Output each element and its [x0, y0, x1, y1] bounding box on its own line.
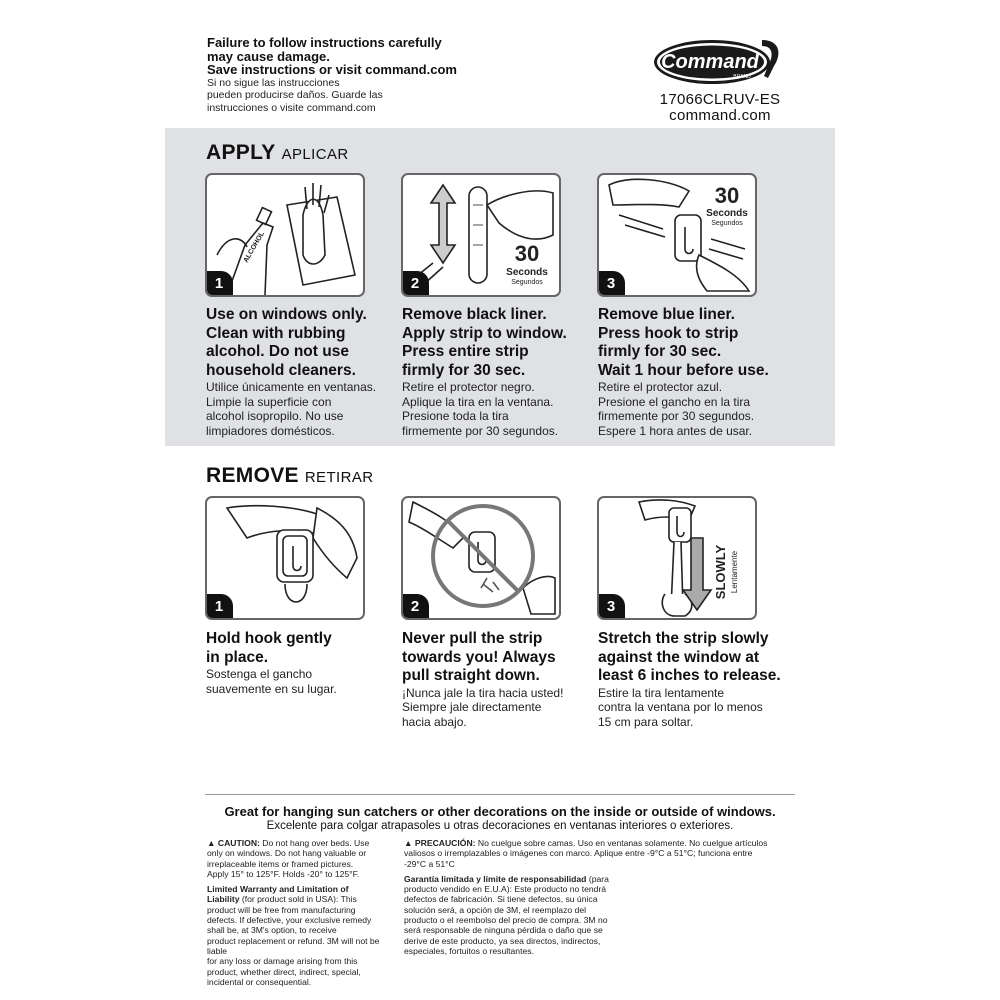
warranty-line: incidental or consequential. [207, 976, 312, 987]
svg-text:ALCOHOL: ALCOHOL [242, 230, 267, 264]
warning-line: may cause damage. [207, 48, 330, 64]
svg-text:Segundos: Segundos [511, 279, 543, 286]
step-instruction-es: suavemente en su lugar. [206, 681, 337, 696]
remove-step-2-text [402, 630, 592, 729]
step-number-badge: 3 [597, 594, 625, 620]
warranty-line: product, whether direct, indirect, special, [207, 966, 361, 977]
step-instruction-es: alcohol isopropilo. No use [206, 409, 344, 423]
garantia-title: Garantía limitada y límite de responsabilidad [404, 873, 587, 884]
remove-title-en: REMOVE [206, 464, 299, 487]
step-instruction-es: Siempre jale directamente [402, 700, 542, 714]
step-instruction: Remove black liner. [402, 306, 547, 323]
step-instruction-es: Sostenga el gancho [206, 667, 313, 681]
warranty-line: for any loss or damage arising from this [207, 956, 358, 967]
step-instruction-es: ¡Nunca jale la tira hacia usted! [402, 685, 564, 700]
garantia-line: especiales, fortuitos o resultantes. [404, 945, 534, 956]
garantia-line: será responsable de ninguna pérdida o daño que se [404, 925, 603, 936]
step-instruction: least 6 inches to release. [598, 667, 781, 684]
step-instruction: Remove blue liner. [598, 306, 735, 323]
svg-text:30: 30 [514, 241, 540, 266]
footer-headline-es: Excelente para colgar atrapasoles u otras decoraciones en ventanas interiores o exteriores. [266, 820, 734, 832]
step-number-badge: 3 [597, 271, 625, 297]
apply-title [206, 141, 349, 165]
caution-line: only on windows. Do not hang valuable or [207, 848, 367, 859]
step-number-badge: 1 [205, 594, 233, 620]
step-instruction: Clean with rubbing [206, 324, 346, 342]
step-number-badge: 2 [401, 271, 429, 297]
step-instruction-es: Retire el protector azul. [598, 380, 723, 394]
warranty-line: defects. If defective, your exclusive remedy [207, 915, 372, 926]
step-instruction-es: firmemente por 30 segundos. [402, 423, 559, 438]
step-instruction-es: Utilice únicamente en ventanas. [206, 380, 377, 394]
caution-line: Apply 15° to 125°F. Holds -20° to 125°F. [207, 868, 360, 879]
step-instruction: Stretch the strip slowly [598, 630, 769, 647]
caution-block [207, 838, 387, 987]
step-instruction-es: limpiadores domésticos. [206, 423, 335, 438]
step-instruction: Press hook to strip [598, 324, 739, 342]
garantia-line: producto vendido en E.U.A): Este producto no tendrá [404, 884, 607, 895]
svg-text:Segundos: Segundos [711, 220, 743, 227]
warning-line: Failure to follow instructions carefully [207, 35, 442, 50]
step-instruction: Hold hook gently [206, 630, 332, 647]
apply-step-3-illustration [597, 173, 757, 297]
apply-step-3-text [598, 306, 818, 438]
step-instruction-es: Espere 1 hora antes de usar. [598, 423, 753, 438]
svg-text:SLOWLY: SLOWLY [713, 544, 728, 600]
step-instruction: household cleaners. [206, 361, 356, 379]
step-instruction: against the window at [598, 648, 760, 666]
warranty-title: Limited Warranty and Limitation of [207, 884, 349, 895]
step-instruction: Use on windows only. [206, 306, 367, 323]
product-code: 17066CLRUV-ES [659, 91, 781, 108]
command-logo [650, 34, 790, 90]
caution-label: ▲ CAUTION: [207, 838, 260, 848]
garantia-line: Garantía limitada y límite de responsabilidad (para [404, 873, 609, 884]
website: command.com [669, 106, 771, 124]
precaucion-label: ▲ PRECAUCIÓN: [404, 838, 476, 848]
remove-step-1-illustration [205, 496, 365, 620]
precaucion-line: valiosos o irremplazables o imágenes con marco. Aplique entre -9°C a 51°C; funciona entre [404, 848, 753, 859]
svg-text:30: 30 [714, 183, 740, 208]
remove-step-2-illustration [401, 496, 561, 620]
svg-text:BRAND: BRAND [733, 74, 751, 80]
step-instruction-es: Retire el protector negro. [402, 380, 535, 394]
warning-line: Save instructions or visit command.com [207, 62, 457, 77]
remove-title-es: RETIRAR [304, 469, 374, 486]
apply-title-es: APLICAR [281, 146, 349, 163]
footer-divider [205, 794, 795, 795]
warranty-line: product replacement or refund. 3M will not be liable [207, 935, 380, 956]
step-instruction-es: 15 cm para soltar. [598, 714, 694, 729]
svg-text:Seconds: Seconds [706, 208, 748, 219]
caution-line: irreplaceable items or framed pictures. [207, 858, 354, 869]
svg-text:Seconds: Seconds [506, 267, 548, 278]
step-instruction-es: Aplique la tira en la ventana. [402, 394, 554, 409]
step-instruction-es: contra la ventana por lo menos [598, 700, 763, 714]
svg-text:Command: Command [661, 51, 759, 73]
apply-title-en: APPLY [206, 141, 276, 164]
product-code-block [640, 92, 800, 123]
step-instruction-es: Presione toda la tira [402, 409, 509, 423]
warranty-line: Liability (for product sold in USA): This [207, 894, 357, 905]
remove-step-3-illustration [597, 496, 757, 620]
step-number-badge: 1 [205, 271, 233, 297]
step-instruction: Press entire strip [402, 343, 529, 360]
precaucion-block [404, 838, 794, 956]
garantia-line: derive de este producto, ya sea directos, indirectos, [404, 935, 601, 946]
warranty-line: product will be free from manufacturing [207, 904, 356, 915]
garantia-line: producto o el reembolso del precio de compra. 3M no [404, 915, 608, 926]
apply-step-2-illustration [401, 173, 561, 297]
step-instruction-es: Limpie la superficie con [206, 394, 332, 409]
caution-line: ▲ CAUTION: Do not hang over beds. Use [207, 838, 370, 848]
step-number-badge: 2 [401, 594, 429, 620]
svg-text:Lentamente: Lentamente [730, 550, 739, 594]
step-instruction: Never pull the strip [402, 630, 543, 647]
precaucion-line: -29°C a 51°C [404, 858, 455, 869]
step-instruction: towards you! Always [402, 648, 556, 666]
step-instruction: firmly for 30 sec. [402, 361, 526, 379]
apply-step-1-illustration [205, 173, 365, 297]
step-instruction: in place. [206, 648, 269, 666]
step-instruction-es: Presione el gancho en la tira [598, 394, 751, 409]
garantia-line: defectos de fabricación. Si tiene defectos, su única [404, 894, 598, 905]
warranty-line: shall be, at 3M's option, to receive [207, 925, 337, 936]
step-instruction: Apply strip to window. [402, 324, 567, 342]
remove-step-1-text [206, 630, 396, 696]
warning-block [207, 36, 527, 114]
garantia-line: solución será, a opción de 3M, el reemplazo del [404, 904, 587, 915]
warning-es-line: instrucciones o visite command.com [207, 101, 376, 114]
apply-step-2-text [402, 306, 592, 438]
step-instruction: firmly for 30 sec. [598, 343, 722, 360]
warning-es-line: pueden producirse daños. Guarde las [207, 89, 383, 101]
remove-step-3-text [598, 630, 823, 729]
step-instruction: alcohol. Do not use [206, 343, 349, 360]
warning-es-line: Si no sigue las instrucciones [207, 76, 340, 89]
remove-title [206, 464, 373, 488]
step-instruction: pull straight down. [402, 667, 540, 684]
apply-step-1-text [206, 306, 396, 438]
step-instruction-es: Estire la tira lentamente [598, 685, 725, 700]
step-instruction-es: hacia abajo. [402, 714, 467, 729]
precaucion-line: ▲ PRECAUCIÓN: No cuelgue sobre camas. Uso en ventanas solamente. No cuelgue artículos [404, 838, 768, 848]
step-instruction-es: firmemente por 30 segundos. [598, 409, 755, 423]
step-instruction: Wait 1 hour before use. [598, 361, 769, 379]
footer-headline: Great for hanging sun catchers or other decorations on the inside or outside of windows. [224, 804, 776, 819]
